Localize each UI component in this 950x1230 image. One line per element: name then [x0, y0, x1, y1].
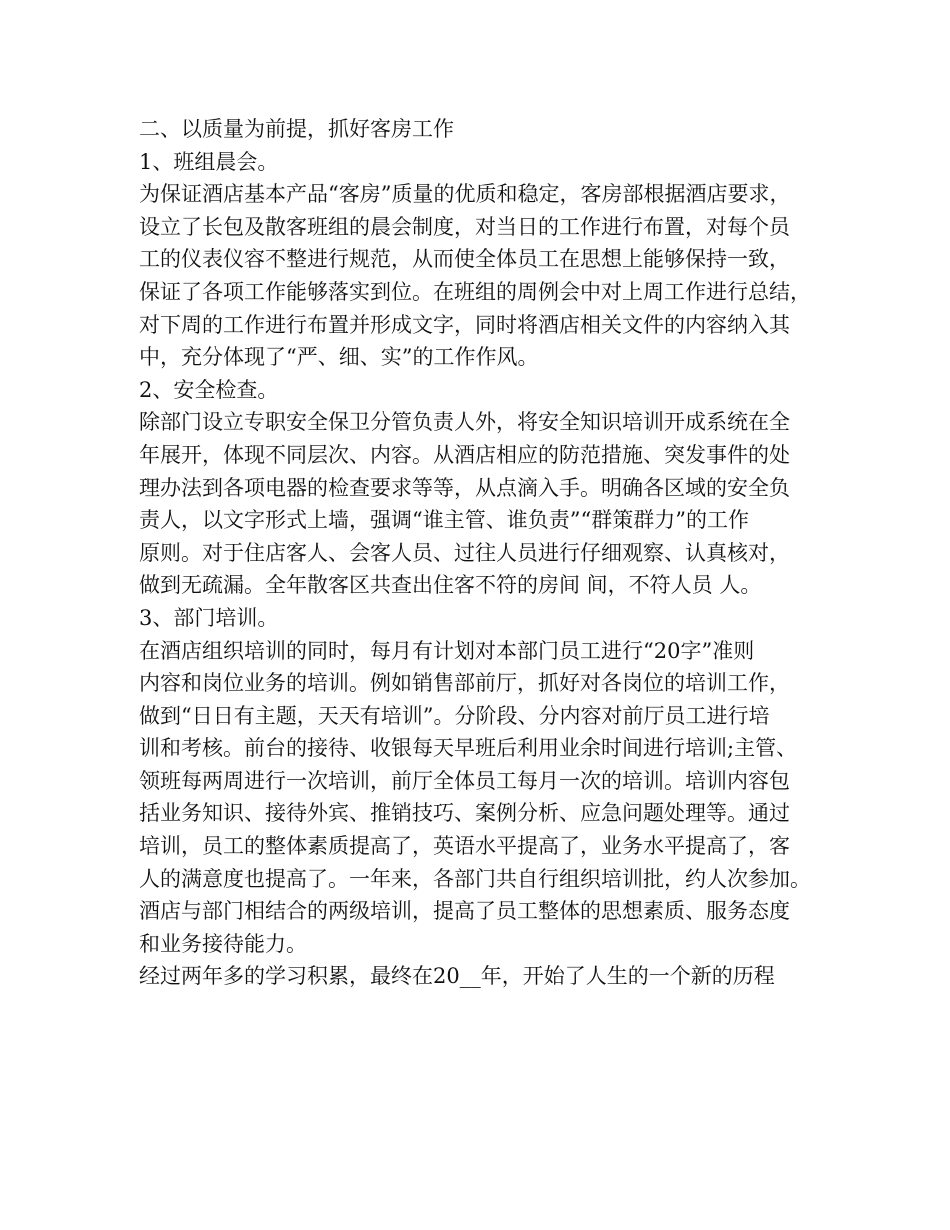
subheading-department-training: 3、部门培训。 — [139, 605, 279, 630]
paragraph-line: 除部门设立专职安全保卫分管负责人外，将安全知识培训开成系统在全 — [139, 410, 790, 435]
paragraph-line: 经过两年多的学习积累，最终在20__年，开始了人生的一个新的历程 — [139, 964, 775, 989]
paragraph-line: 和业务接待能力。 — [139, 931, 307, 956]
paragraph-line: 在酒店组织培训的同时，每月有计划对本部门员工进行“20字”准则 — [139, 638, 755, 663]
paragraph-line: 中，充分体现了“严、细、实”的工作作风。 — [139, 345, 539, 370]
paragraph-line: 内容和岗位业务的培训。例如销售部前厅，抓好对各岗位的培训工作， — [139, 671, 790, 696]
subheading-morning-meeting: 1、班组晨会。 — [139, 149, 279, 174]
subheading-safety-check: 2、安全检查。 — [139, 377, 279, 402]
paragraph-line: 责人，以文字形式上墙，强调“谁主管、谁负责”“群策群力”的工作 — [139, 508, 749, 533]
document-page — [139, 113, 829, 993]
paragraph-line: 做到无疏漏。全年散客区共查出住客不符的房间 间，不符人员 人。 — [139, 573, 762, 598]
paragraph-line: 工的仪表仪容不整进行规范，从而使全体员工在思想上能够保持一致， — [139, 247, 790, 272]
section-heading: 二、以质量为前提，抓好客房工作 — [139, 117, 454, 141]
paragraph-line: 理办法到各项电器的检查要求等等，从点滴入手。明确各区域的安全负 — [139, 475, 790, 500]
paragraph-line: 原则。对于住店客人、会客人员、过往人员进行仔细观察、认真核对， — [139, 540, 790, 565]
paragraph-line: 酒店与部门相结合的两级培训，提高了员工整体的思想素质、服务态度 — [139, 899, 790, 924]
paragraph-line: 设立了长包及散客班组的晨会制度，对当日的工作进行布置，对每个员 — [139, 214, 790, 239]
paragraph-line: 领班每两周进行一次培训，前厅全体员工每月一次的培训。培训内容包 — [139, 768, 790, 793]
paragraph-line: 保证了各项工作能够落实到位。在班组的周例会中对上周工作进行总结， — [139, 279, 811, 304]
paragraph-line: 为保证酒店基本产品“客房”质量的优质和稳定，客房部根据酒店要求， — [139, 182, 791, 207]
paragraph-line: 年展开，体现不同层次、内容。从酒店相应的防范措施、突发事件的处 — [139, 442, 790, 467]
paragraph-line: 训和考核。前台的接待、收银每天早班后利用业余时间进行培训;主管、 — [139, 736, 798, 761]
paragraph-line: 对下周的工作进行布置并形成文字，同时将酒店相关文件的内容纳入其 — [139, 312, 790, 337]
paragraph-line: 做到“日日有主题，天天有培训”。分阶段、分内容对前厅员工进行培 — [139, 703, 770, 728]
paragraph-line: 培训，员工的整体素质提高了，英语水平提高了，业务水平提高了，客 — [139, 834, 790, 859]
paragraph-line: 括业务知识、接待外宾、推销技巧、案例分析、应急问题处理等。通过 — [139, 801, 790, 826]
paragraph-line: 人的满意度也提高了。一年来，各部门共自行组织培训批，约人次参加。 — [139, 866, 811, 891]
